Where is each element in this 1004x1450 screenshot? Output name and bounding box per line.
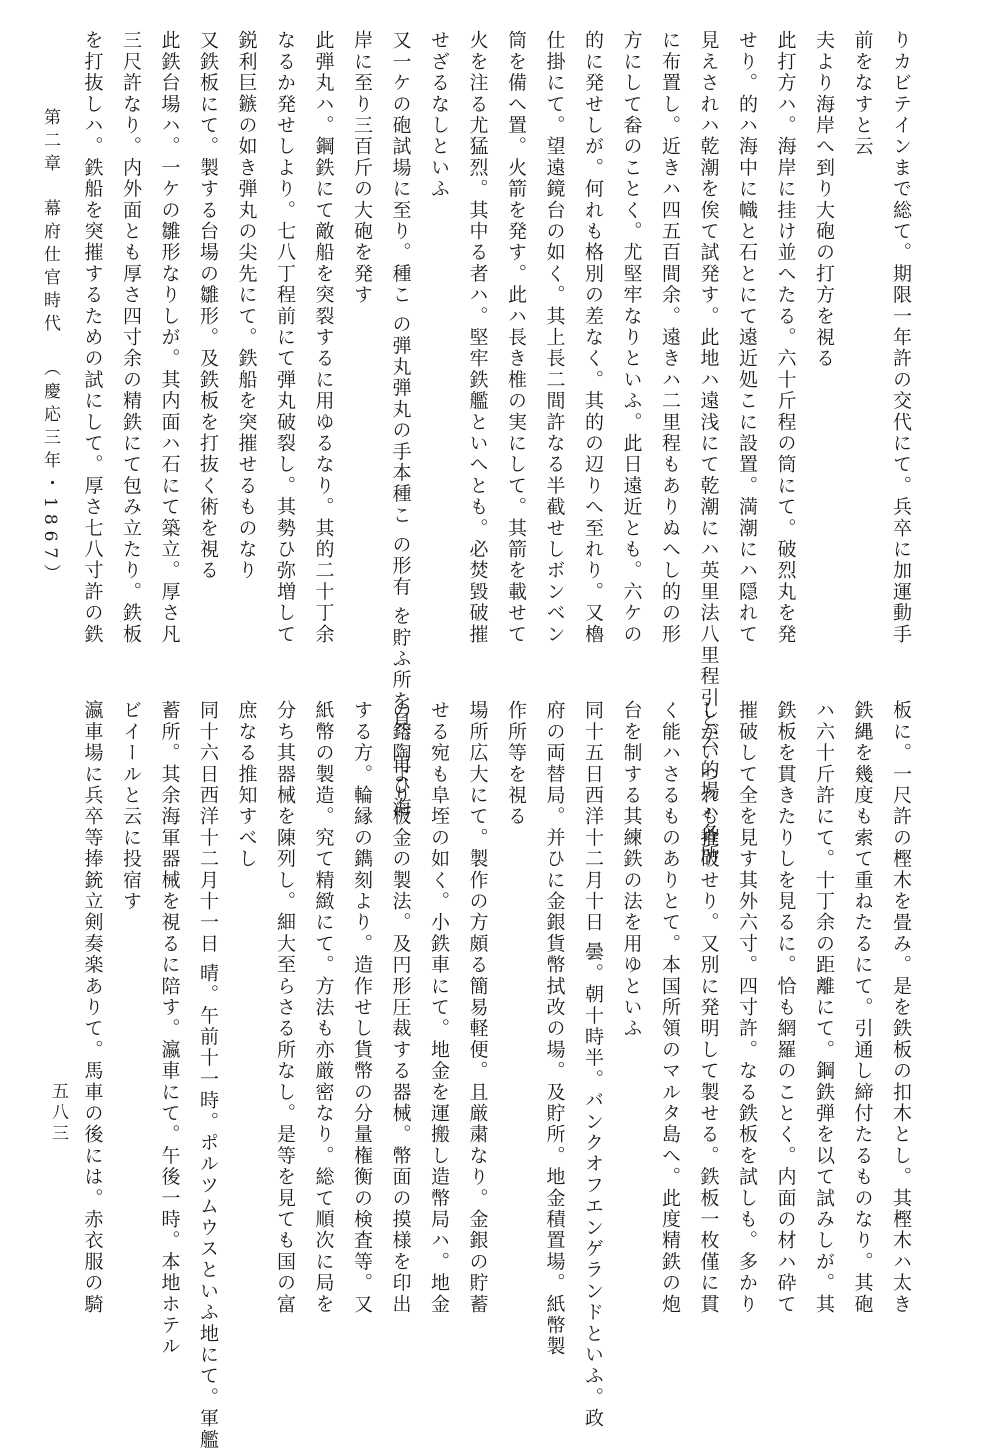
text-line: せる宛も阜垤の如く。小鉄車にて。地金を運搬し造幣局ハ。地金 <box>428 700 450 1315</box>
text-line: 的に発せしが。何れも格別の差なく。其的の辺りへ至れり。又櫓 <box>582 30 604 645</box>
text-line: 作所等を視る <box>505 700 527 828</box>
text-line: 瀛車場に兵卒等捧銃立剣奏楽ありて。馬車の後には。赤衣服の騎 <box>81 700 104 1315</box>
text-line: 摧破して全を見す其外六寸。四寸許。なる鉄板を試しも。多かり <box>736 700 758 1315</box>
text-line: 同十六日西洋十二月十一日 晴。午前十一時。ポルツムウスといふ地にて。軍艦 <box>197 700 219 1450</box>
text-line: りカビテインまで総て。期限一年許の交代にて。兵卒に加運動手 <box>890 30 912 645</box>
text-line: せざるなしといふ <box>428 30 450 200</box>
text-line: の鎔陶より板金の製法。及円形圧裁する器械。幣面の摸様を印出 <box>389 700 412 1315</box>
text-line: ビイールと云に投宿す <box>120 700 142 912</box>
text-line: 前をなすと云 <box>851 30 874 158</box>
text-line: 筒を備へ置。火箭を発す。此ハ長き椎の実にして。其箭を載せて <box>505 30 527 645</box>
text-line: 此鉄台場ハ。一ケの雛形なりしが。其内面ハ石にて築立。厚さ凡 <box>158 30 181 645</box>
running-head <box>38 108 63 668</box>
chapter-title: 幕府仕官時代 <box>40 199 60 337</box>
text-line: ハ六十斤許にて。十丁余の距離にて。鋼鉄弾を以て試みしが。其 <box>813 700 835 1315</box>
text-line: 同十五日西洋十二月十日 曇。朝十時半。バンクオフエンゲランドといふ。政 <box>582 700 604 1430</box>
text-line: 夫より海岸へ到り大砲の打方を視る <box>813 30 835 370</box>
chapter-label: 第二章 <box>40 108 60 177</box>
text-line: 庶なる推知すべし <box>235 700 258 870</box>
text-line: 見えされハ乾潮を俟て試発す。此地ハ遠浅にて乾潮にハ英里法八里程引と云 的場ハ各所 <box>697 30 720 866</box>
text-line: 方にして畚のことく。尤堅牢なりといふ。此日遠近とも。六ケの <box>620 30 643 645</box>
text-line: 蓄所。其余海軍器械を視るに陪す。瀛車にて。午後一時。本地ホテル <box>158 700 181 1358</box>
text-line: 板に。一尺許の樫木を畳み。是を鉄板の扣木とし。其樫木ハ太き <box>890 700 912 1315</box>
page-number: 五八三 <box>48 1082 68 1145</box>
text-line: 鉄縄を幾度も索て重ねたるにて。引通し締付たるものなり。其砲 <box>851 700 874 1315</box>
era-label: （慶応三年・1867） <box>40 359 60 588</box>
text-line: 仕掛にて。望遠鏡台の如く。其上長二間許なる半截せしボンベン <box>543 30 566 645</box>
text-line: 場所広大にて。製作の方頗る簡易軽便。且厳粛なり。金銀の貯蓄 <box>466 700 489 1315</box>
text-line: する方。輪縁の鐫刻より。造作せし貨幣の分量権衡の検査等。又 <box>351 700 373 1315</box>
text-line: 府の両替局。并ひに金銀貨幣拭改の場。及貯所。地金積置場。紙幣製 <box>543 700 566 1358</box>
text-line: 火を注る尤猛烈。其中る者ハ。堅牢鉄艦といへとも。必焚毀破摧 <box>466 30 489 645</box>
text-line: 鋭利巨鏃の如き弾丸の尖先にて。鉄船を突摧せるものなり <box>235 30 258 582</box>
text-line: 此弾丸ハ。鋼鉄にて敵船を突裂するに用ゆるなり。其的二十丁余 <box>312 30 335 645</box>
text-line: 又一ケの砲試場に至り。種こ の弾丸弾丸の手本種こ の形有 を貯ふ所を見。再ひ海 <box>389 30 412 818</box>
text-line: しがいつれも摧破せり。又別に発明して製せる。鉄板一枚僅に貫 <box>697 700 720 1315</box>
text-line: 又鉄板にて。製する台場の雛形。及鉄板を打抜く術を視る <box>197 30 219 582</box>
text-line: せり。的ハ海中に幟と石とにて遠近処こに設置。満潮にハ隠れて <box>736 30 758 645</box>
text-line: 此打方ハ。海岸に挂け並へたる。六十斤程の筒にて。破烈丸を発 <box>774 30 797 645</box>
text-line: 岸に至り三百斤の大砲を発す <box>351 30 373 306</box>
text-line: く能ハさるものありとて。本国所領のマルタ島へ。此度精鉄の炮 <box>659 700 681 1315</box>
text-line: 台を制する其練鉄の法を用ゆといふ <box>620 700 643 1040</box>
text-line: に布置し。近きハ四五百間余。遠きハ二里程もありぬへし的の形 <box>659 30 681 645</box>
text-line: 分ち其器械を陳列し。細大至らさる所なし。是等を見ても国の富 <box>274 700 296 1315</box>
bottom-text-block <box>81 700 920 1450</box>
text-line: 紙幣の製造。究て精緻にて。方法も亦厳密なり。総て順次に局を <box>312 700 335 1315</box>
text-line: 三尺許なり。内外面とも厚さ四寸余の精鉄にて包み立たり。鉄板 <box>120 30 142 645</box>
text-line: を打抜しハ。鉄船を突摧するための試にして。厚さ七八寸許の鉄 <box>81 30 104 645</box>
text-line: 鉄板を貫きたりしを見るに。恰も網羅のことく。内面の材ハ砕て <box>774 700 797 1315</box>
text-line: なるか発せしより。七八丁程前にて弾丸破裂し。其勢ひ弥増して <box>274 30 296 645</box>
